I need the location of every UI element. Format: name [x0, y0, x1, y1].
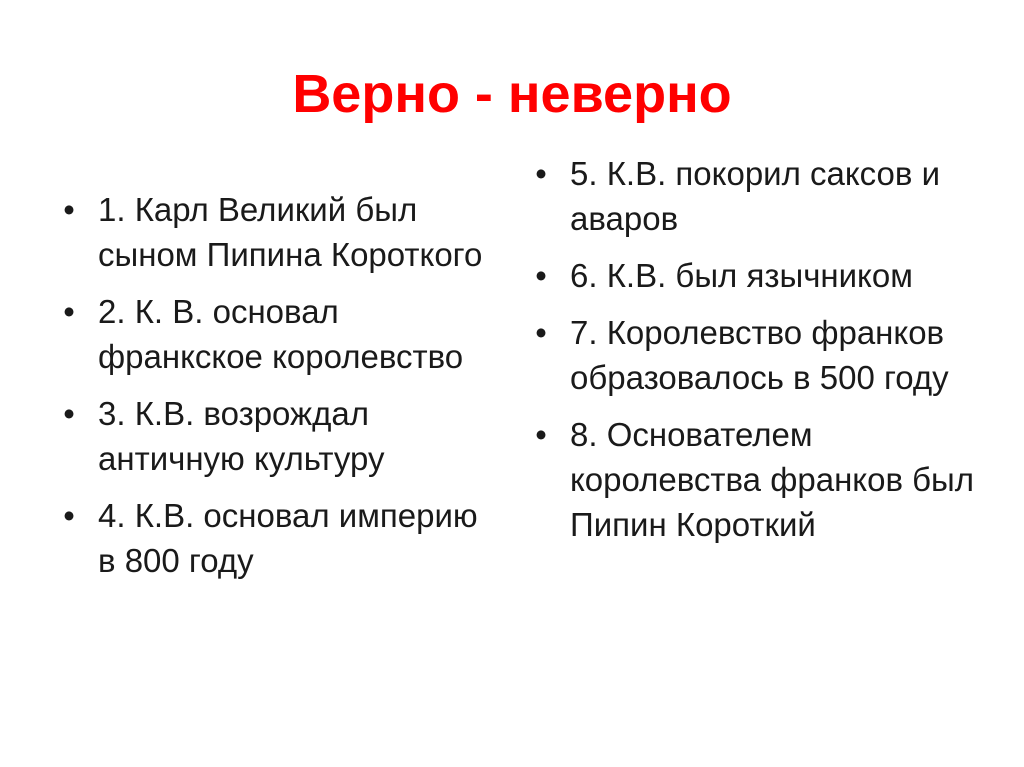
statement-text: 6. К.В. был язычником — [570, 257, 913, 294]
bullet-icon: • — [63, 395, 75, 432]
statement-text: 7. Королевство франков образовалось в 500 году — [570, 314, 949, 396]
bullet-icon: • — [535, 314, 547, 351]
bullet-icon: • — [63, 497, 75, 534]
statement-item — [56, 187, 496, 277]
bullet-icon: • — [535, 416, 547, 453]
statement-text: 2. К. В. основал франкское королевство — [98, 293, 464, 375]
statement-item — [56, 289, 496, 379]
statement-item — [528, 253, 998, 298]
bullet-icon: • — [63, 293, 75, 330]
statement-item — [56, 391, 496, 481]
statement-item — [528, 412, 998, 547]
statement-text: 8. Основателем королевства франков был Пипин Короткий — [570, 416, 975, 543]
statement-text: 5. К.В. покорил саксов и аваров — [570, 155, 941, 237]
statement-item — [56, 493, 496, 583]
bullet-icon: • — [535, 257, 547, 294]
statement-item — [528, 151, 998, 241]
statement-item — [528, 310, 998, 400]
statement-text: 1. Карл Великий был сыном Пипина Короткого — [98, 191, 483, 273]
bullet-icon: • — [63, 191, 75, 228]
slide-title: Верно - неверно — [292, 64, 732, 124]
statement-text: 4. К.В. основал империю в 800 году — [98, 497, 478, 579]
statement-list-left — [56, 187, 496, 595]
statement-list-right — [528, 151, 998, 559]
statement-text: 3. К.В. возрождал античную культуру — [98, 395, 385, 477]
bullet-icon: • — [535, 155, 547, 192]
